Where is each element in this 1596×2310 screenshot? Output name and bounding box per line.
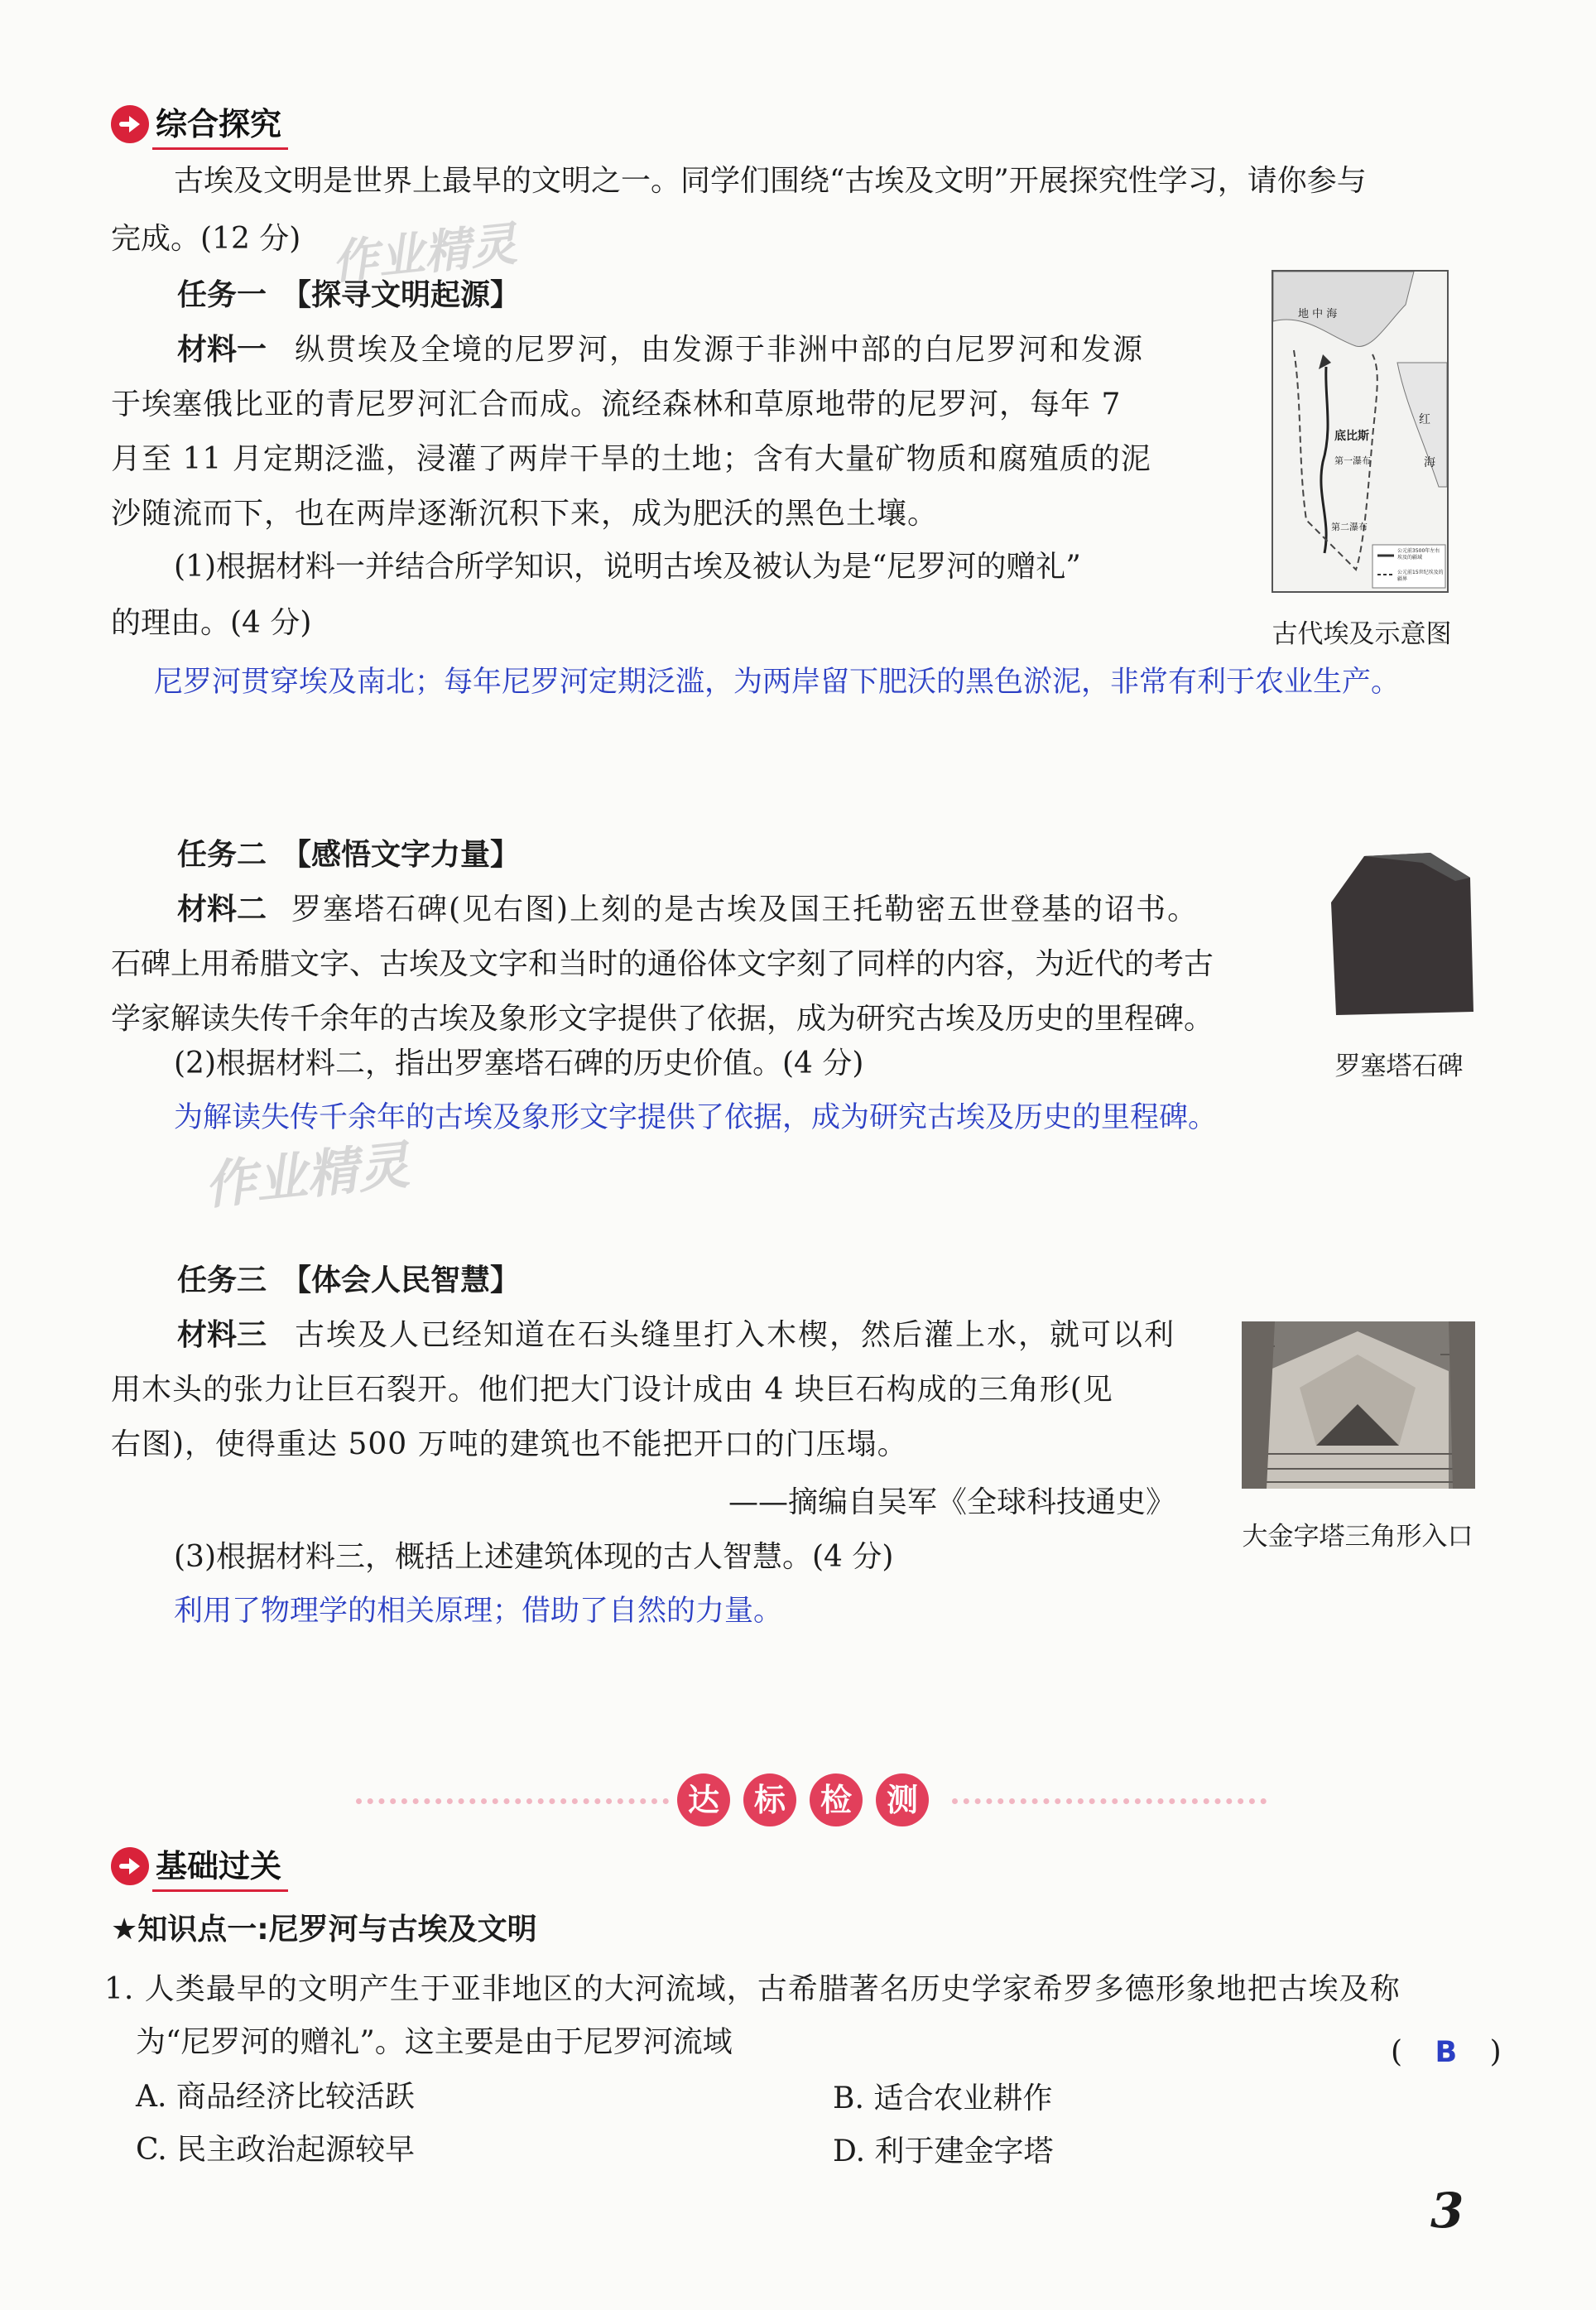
intro-line-2: 完成。(12 分) xyxy=(111,222,301,256)
banner-dots-right xyxy=(952,1798,1267,1811)
material-line: 纵贯埃及全境的尼罗河，由发源于非洲中部的白尼罗河和发源 xyxy=(295,333,1145,367)
map-label: 底比斯 xyxy=(1334,430,1369,443)
map-legend-label: 公元前3500年左右埃及的疆域 xyxy=(1397,548,1440,561)
section-header-comprehensive xyxy=(111,101,288,147)
intro-line-1: 古埃及文明是世界上最早的文明之一。同学们围绕“古埃及文明”开展探究性学习，请你参与 xyxy=(174,164,1367,198)
question1-line2: 为“尼罗河的赠礼”。这主要是由于尼罗河流域 xyxy=(136,2025,733,2059)
task1-material xyxy=(111,323,1212,541)
option-c: C. 民主政治起源较早 xyxy=(136,2133,416,2167)
material-line: 月至 11 月定期泛滥，浸灌了两岸干旱的土地；含有大量矿物质和腐殖质的泥 xyxy=(111,442,1151,476)
material-label: 材料三 xyxy=(177,1318,267,1352)
question1-line1: 1. 人类最早的文明产生于亚非地区的大河流域，古希腊著名历史学家希罗多德形象地把古埃及称 xyxy=(104,1972,1401,2006)
task3-answer: 利用了物理学的相关原理；借助了自然的力量。 xyxy=(174,1595,783,1628)
map-caption: 古代埃及示意图 xyxy=(1272,619,1452,649)
material-line: 沙随流而下，也在两岸逐渐沉积下来，成为肥沃的黑色土壤。 xyxy=(111,497,939,531)
task2-material xyxy=(111,883,1303,1047)
task1-heading: 任务一 【探寻文明起源】 xyxy=(177,278,521,312)
task2-heading: 任务二 【感悟文字力量】 xyxy=(177,838,521,872)
egypt-map xyxy=(1272,270,1449,593)
material-line: 石碑上用希腊文字、古埃及文字和当时的通俗体文字刻了同样的内容，为近代的考古 xyxy=(111,947,1214,981)
material-label: 材料二 xyxy=(177,893,267,926)
rosetta-stone-drawing xyxy=(1331,853,1473,1015)
arrow-badge-icon xyxy=(111,105,149,143)
banner-dots-left xyxy=(356,1798,669,1811)
banner-target-check xyxy=(671,1773,935,1826)
map-legend-label: 公元前15世纪埃及的疆界 xyxy=(1397,570,1444,582)
task1-question-line2: 的理由。(4 分) xyxy=(111,606,312,640)
map-label: 红 xyxy=(1419,413,1430,426)
bracket-open: ( xyxy=(1391,2035,1403,2069)
map-label: 地 中 海 xyxy=(1298,308,1338,320)
answer-bracket xyxy=(1391,2025,1507,2080)
option-d: D. 利于建金字塔 xyxy=(833,2134,1054,2168)
option-a: A. 商品经济比较活跃 xyxy=(136,2080,415,2114)
task1-answer: 尼罗河贯穿埃及南北；每年尼罗河定期泛滥，为两岸留下肥沃的黑色淤泥，非常有利于农业生产。 xyxy=(154,666,1401,699)
option-b: B. 适合农业耕作 xyxy=(833,2081,1053,2115)
task1-question-line1: (1)根据材料一并结合所学知识，说明古埃及被认为是“尼罗河的赠礼” xyxy=(174,550,1081,584)
material-line: 右图)，使得重达 500 万吨的建筑也不能把开口的门压塌。 xyxy=(111,1427,908,1461)
section-header-basic xyxy=(111,1843,288,1889)
task3-material xyxy=(111,1308,1212,1472)
knowledge-point: ★知识点一:尼罗河与古埃及文明 xyxy=(111,1913,537,1947)
banner-char: 检 xyxy=(810,1773,863,1826)
task2-answer: 为解读失传千余年的古埃及象形文字提供了依据，成为研究古埃及历史的里程碑。 xyxy=(174,1101,1218,1134)
answer-choice: B xyxy=(1435,2036,1458,2069)
banner-char: 达 xyxy=(677,1773,730,1826)
pyramid-caption: 大金字塔三角形入口 xyxy=(1242,1522,1473,1552)
banner-char: 标 xyxy=(743,1773,796,1826)
bracket-close: ) xyxy=(1489,2035,1502,2069)
task3-heading: 任务三 【体会人民智慧】 xyxy=(177,1263,521,1297)
material-label: 材料一 xyxy=(177,333,267,367)
map-label: 第二瀑布 xyxy=(1331,522,1368,532)
watermark: 作业精灵 xyxy=(201,1134,412,1216)
pyramid-entrance-image xyxy=(1242,1321,1475,1489)
watermark: 作业精灵 xyxy=(329,217,520,291)
task3-source: ——摘编自吴军《全球科技通史》 xyxy=(728,1485,1176,1519)
task3-question: (3)根据材料三，概括上述建筑体现的古人智慧。(4 分) xyxy=(174,1540,894,1574)
material-line: 古埃及人已经知道在石头缝里打入木楔，然后灌上水，就可以利 xyxy=(295,1318,1176,1352)
material-line: 学家解读失传千余年的古埃及象形文字提供了依据，成为研究古埃及历史的里程碑。 xyxy=(111,1002,1214,1036)
material-line: 于埃塞俄比亚的青尼罗河汇合而成。流经森林和草原地带的尼罗河，每年 7 xyxy=(111,387,1122,421)
page-number: 3 xyxy=(1430,2182,1464,2239)
pyramid-entrance-drawing xyxy=(1242,1321,1475,1489)
task2-question: (2)根据材料二，指出罗塞塔石碑的历史价值。(4 分) xyxy=(174,1047,864,1080)
banner-char: 测 xyxy=(876,1773,929,1826)
material-line: 罗塞塔石碑(见右图)上刻的是古埃及国王托勒密五世登基的诏书。 xyxy=(291,893,1199,926)
section-title: 综合探究 xyxy=(152,99,288,150)
material-line: 用木头的张力让巨石裂开。他们把大门设计成由 4 块巨石构成的三角形(见 xyxy=(111,1373,1113,1407)
map-label: 海 xyxy=(1424,456,1435,469)
rosetta-stone-image xyxy=(1331,853,1473,1015)
section-title: 基础过关 xyxy=(152,1841,288,1892)
map-label: 第一瀑布 xyxy=(1334,455,1371,466)
arrow-badge-icon xyxy=(111,1847,149,1885)
rosetta-caption: 罗塞塔石碑 xyxy=(1334,1052,1464,1081)
